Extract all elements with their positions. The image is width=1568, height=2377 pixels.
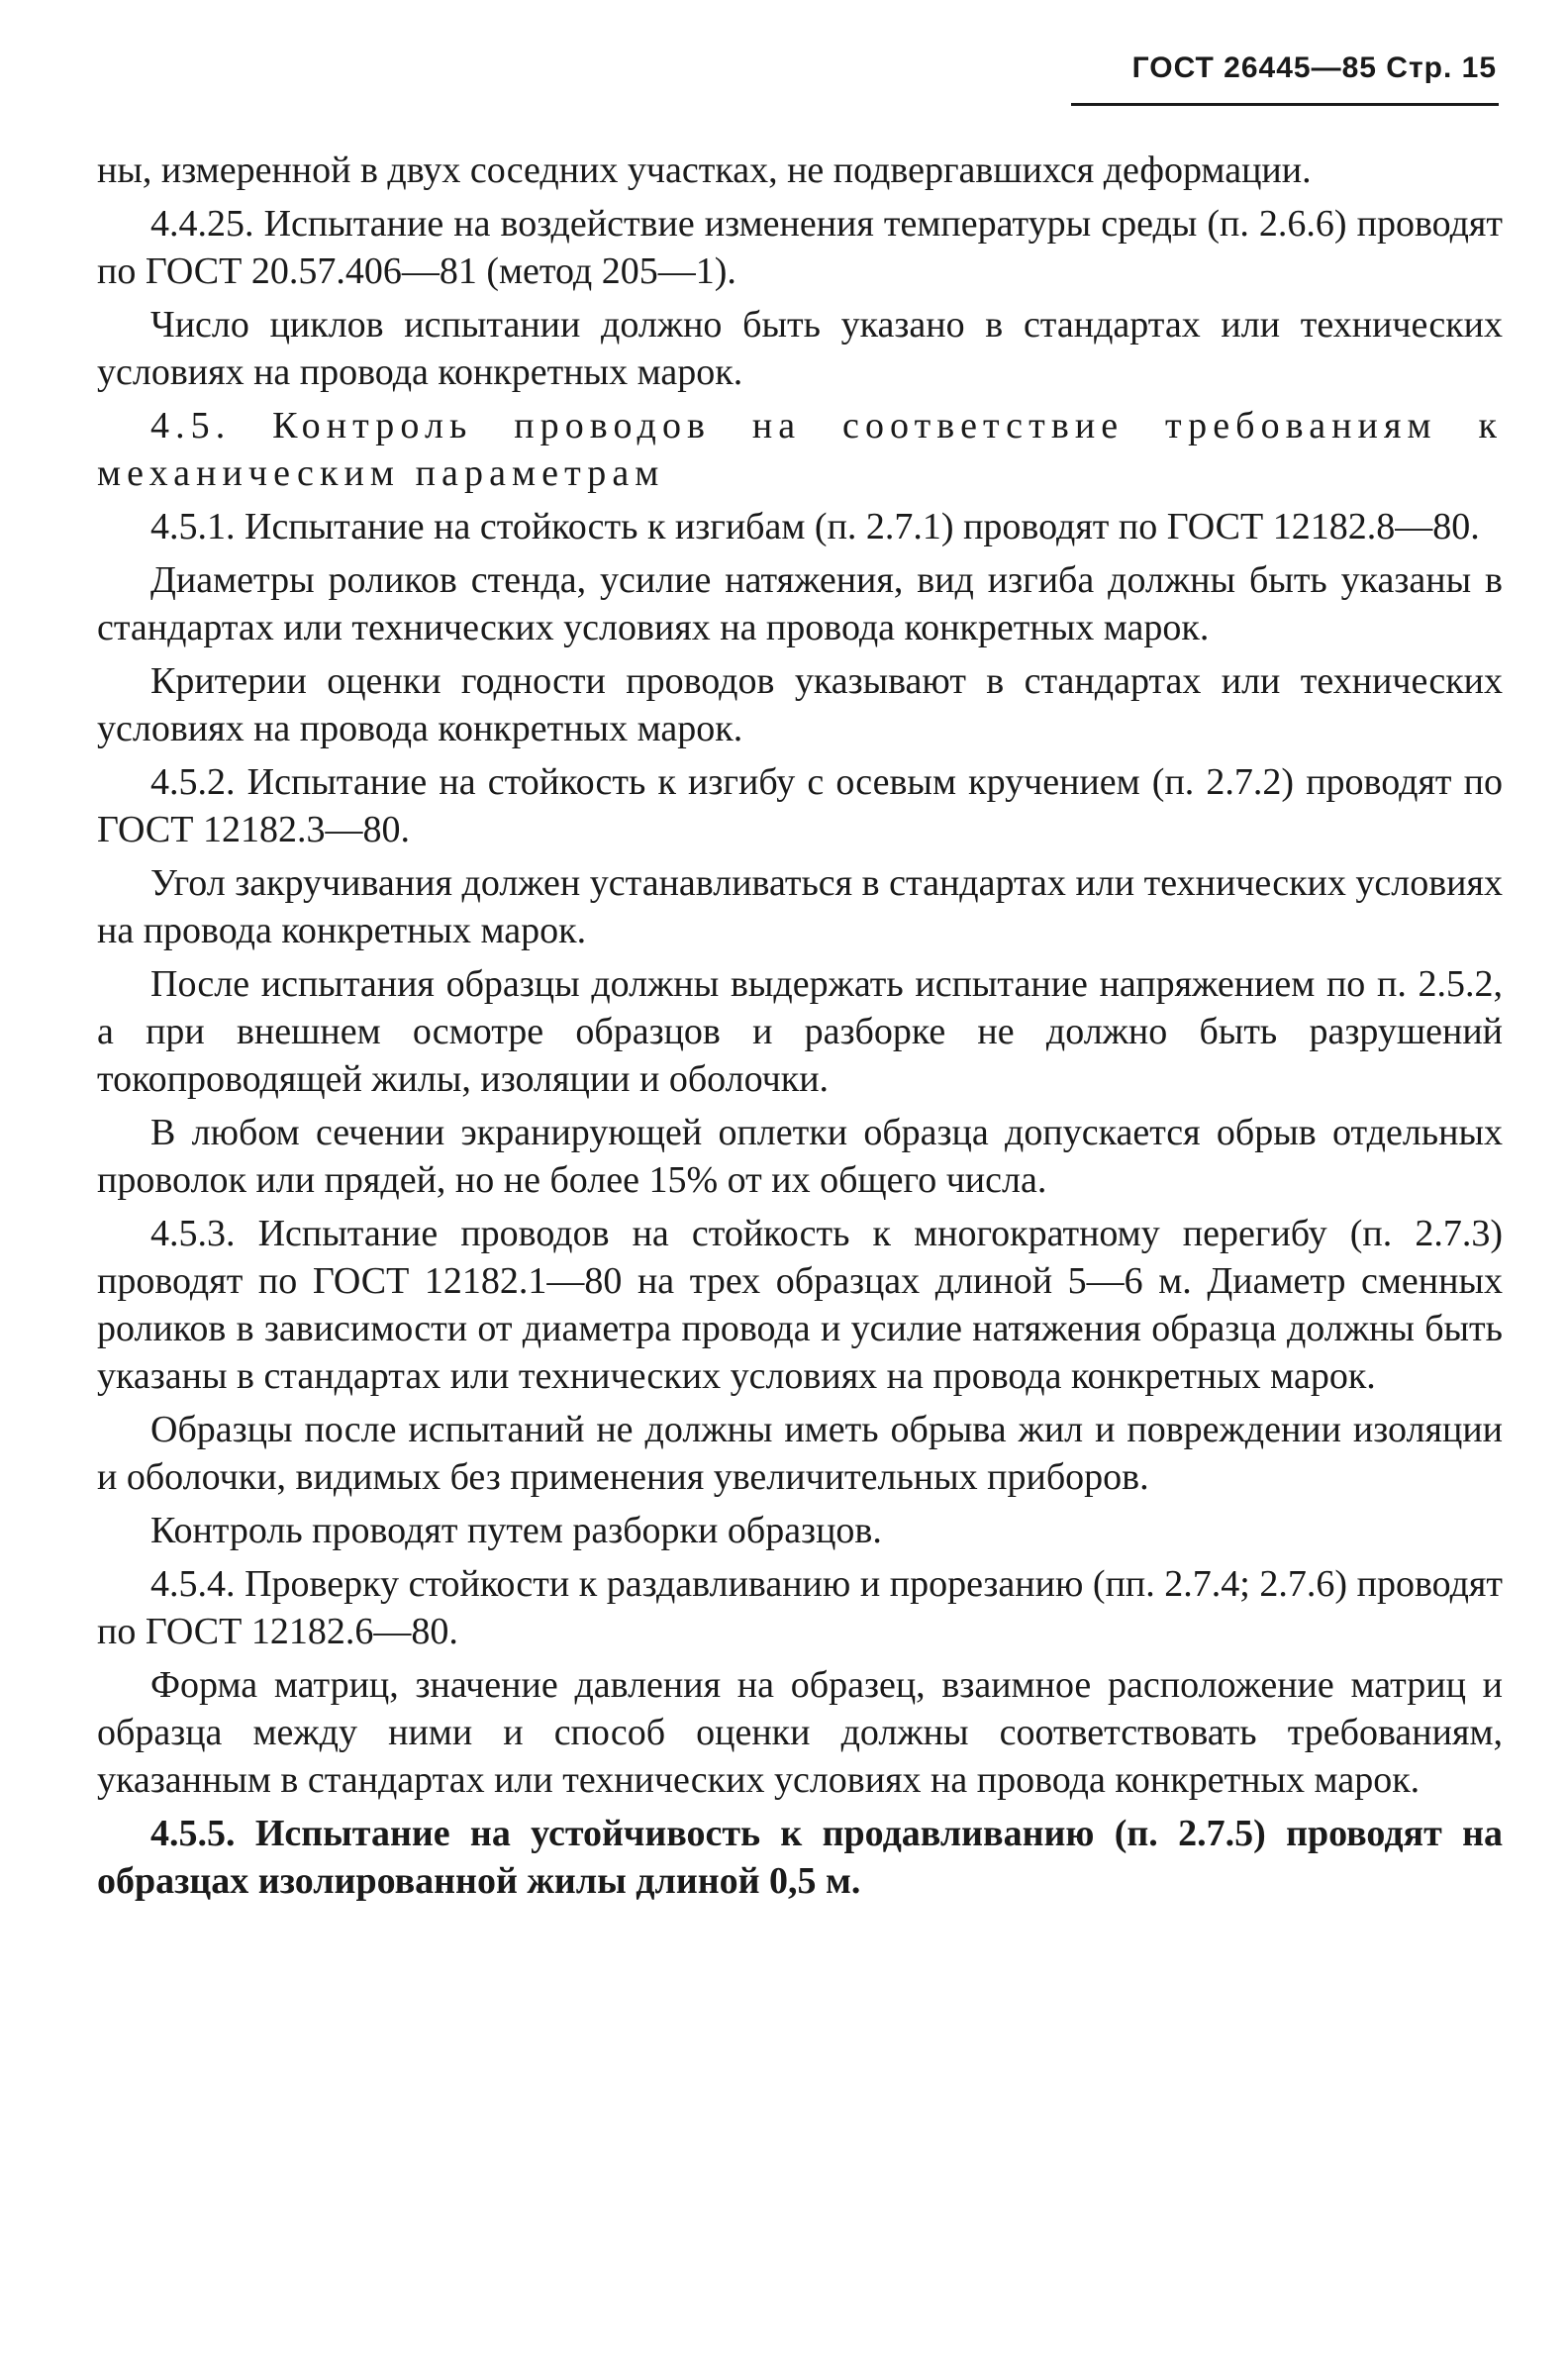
paragraph: Контроль проводят путем разборки образцов. (150, 1510, 882, 1551)
paragraph: 4.5.1. Испытание на стойкость к изгибам (п. 2.7.1) проводят по ГОСТ 12182.8—80. (150, 506, 1480, 547)
paragraph: Число циклов испытании должно быть указано в стандартах или технических условиях на провода конкретных марок. (97, 304, 1503, 393)
page-header: ГОСТ 26445—85 Стр. 15 (1131, 51, 1497, 84)
paragraph: Диаметры роликов стенда, усилие натяжения, вид изгиба должны быть указаны в стандартах или технических условиях на провода конкретных марок. (97, 559, 1503, 648)
paragraph: В любом сечении экранирующей оплетки образца допускается обрыв отдельных проволок или прядей, но не более 15% от их общего числа. (97, 1112, 1503, 1201)
paragraph: 4.4.25. Испытание на воздействие изменения температуры среды (п. 2.6.6) проводят по ГОСТ 20.57.406—81 (метод 205—1). (97, 203, 1503, 292)
paragraph: 4.5.5. Испытание на устойчивость к продавливанию (п. 2.7.5) проводят на образцах изолированной жилы длиной 0,5 м. (97, 1813, 1503, 1902)
paragraph: 4.5.3. Испытание проводов на стойкость к многократному перегибу (п. 2.7.3) проводят по ГОСТ 12182.1—80 на трех образцах длиной 5—6 м. Диаметр сменных роликов в зависимости от диаметра провода и усилие натяжения образца должны быть указаны в стандартах или технических условиях на провода конкретных марок. (97, 1213, 1503, 1397)
paragraph: Критерии оценки годности проводов указывают в стандартах или технических условиях на провода конкретных марок. (97, 660, 1503, 749)
section-heading: 4.5. Контроль проводов на соответствие требованиям к механическим параметрам (97, 405, 1503, 494)
paragraph: 4.5.4. Проверку стойкости к раздавливанию и прорезанию (пп. 2.7.4; 2.7.6) проводят по ГОСТ 12182.6—80. (97, 1563, 1503, 1652)
paragraph: После испытания образцы должны выдержать испытание напряжением по п. 2.5.2, а при внешнем осмотре образцов и разборке не должно быть разрушений токопроводящей жилы, изоляции и оболочки. (97, 963, 1503, 1100)
paragraph: Угол закручивания должен устанавливаться в стандартах или технических условиях на провода конкретных марок. (97, 862, 1503, 951)
paragraph: Образцы после испытаний не должны иметь обрыва жил и повреждении изоляции и оболочки, видимых без применения увеличительных приборов. (97, 1409, 1503, 1498)
document-body (97, 147, 1503, 1911)
header-rule (1071, 103, 1499, 106)
paragraph: Форма матриц, значение давления на образец, взаимное расположение матриц и образца между ними и способ оценки должны соответствовать требованиям, указанным в стандартах или технических условиях на провода конкретных марок. (97, 1664, 1503, 1801)
paragraph: 4.5.2. Испытание на стойкость к изгибу с осевым кручением (п. 2.7.2) проводят по ГОСТ 12182.3—80. (97, 761, 1503, 850)
paragraph: ны, измеренной в двух соседних участках, не подвергавшихся деформации. (97, 149, 1312, 191)
